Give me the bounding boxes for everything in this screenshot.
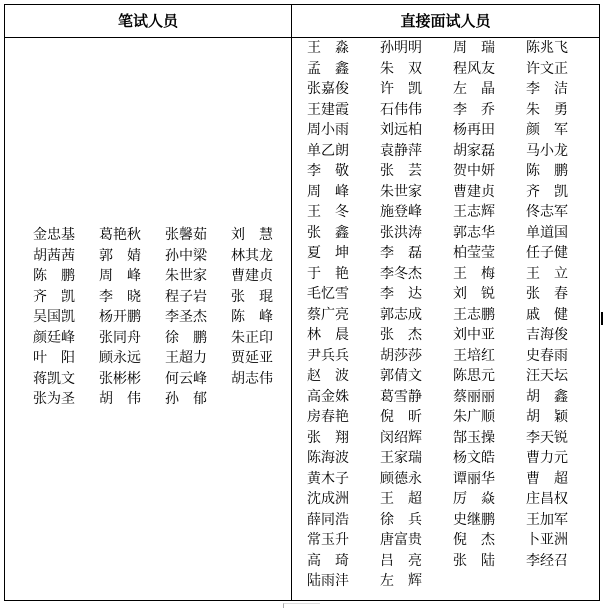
person-name: 陈兆飞 <box>526 40 568 56</box>
person-name: 陆雨沣 <box>307 573 349 589</box>
name-row <box>307 38 599 59</box>
person-name: 叶 阳 <box>33 350 75 366</box>
person-name: 王建霞 <box>307 101 349 118</box>
person-name: 张馨茹 <box>165 227 207 243</box>
person-name: 王 超 <box>380 491 422 507</box>
person-name: 王加军 <box>526 511 568 528</box>
person-name: 王超力 <box>165 350 207 366</box>
name-row <box>33 348 297 369</box>
person-name: 张 芸 <box>380 163 422 179</box>
direct-interview-names <box>307 38 599 592</box>
person-name: 蔡广亮 <box>307 306 349 323</box>
person-name: 刘中亚 <box>453 327 495 343</box>
person-name: 周 峰 <box>99 268 141 284</box>
name-row <box>307 243 599 264</box>
name-row <box>307 100 599 121</box>
person-name: 张 琨 <box>231 288 273 305</box>
person-name: 毛忆雪 <box>307 286 349 302</box>
person-name: 朱广顺 <box>453 409 495 425</box>
person-name: 史春雨 <box>526 347 568 364</box>
name-row <box>307 202 599 223</box>
name-row <box>307 120 599 141</box>
person-name: 郭倩文 <box>380 368 422 384</box>
person-name: 单乙朗 <box>307 142 349 159</box>
person-name: 孙 郁 <box>165 391 207 407</box>
table-header-row <box>5 5 599 38</box>
person-name: 曹建贞 <box>231 268 273 284</box>
name-row <box>33 287 297 308</box>
person-name: 胡 颖 <box>526 409 568 425</box>
person-name: 李 洁 <box>526 81 568 97</box>
person-name: 薛同浩 <box>307 511 349 528</box>
person-name: 庄昌权 <box>526 491 568 507</box>
person-name: 王志辉 <box>453 204 495 220</box>
person-name: 齐 凯 <box>526 183 568 200</box>
person-name: 胡莎莎 <box>380 347 422 364</box>
person-name: 倪 杰 <box>453 532 495 548</box>
name-row <box>33 328 297 349</box>
person-name: 石伟伟 <box>380 101 422 118</box>
person-name: 顾永远 <box>99 350 141 366</box>
person-name: 佟志军 <box>526 204 568 220</box>
name-row <box>307 551 599 572</box>
person-name: 唐富贵 <box>380 532 422 548</box>
person-name: 许 凯 <box>380 81 422 97</box>
person-name: 尹兵兵 <box>307 347 349 364</box>
person-name: 戚 健 <box>526 306 568 323</box>
person-name: 房春艳 <box>307 409 349 425</box>
person-name: 胡志伟 <box>231 370 273 387</box>
name-row <box>307 407 599 428</box>
person-name: 黄木子 <box>307 470 349 487</box>
person-name: 刘远柏 <box>380 122 422 138</box>
name-row <box>307 346 599 367</box>
person-name: 张 春 <box>526 286 568 302</box>
person-name: 李冬杰 <box>380 265 422 282</box>
person-name: 贺中妍 <box>453 163 495 179</box>
name-row <box>33 225 297 246</box>
name-row <box>307 489 599 510</box>
person-name: 李 磊 <box>380 245 422 261</box>
person-name: 曹 超 <box>526 470 568 487</box>
person-name: 赵 波 <box>307 368 349 384</box>
person-name: 陈海波 <box>307 450 349 466</box>
person-name: 高金姝 <box>307 388 349 405</box>
name-row <box>307 448 599 469</box>
person-name: 李 晓 <box>99 288 141 305</box>
person-name: 许文正 <box>526 60 568 77</box>
person-name: 施登峰 <box>380 204 422 220</box>
person-name: 周小雨 <box>307 122 349 138</box>
person-name: 高 琦 <box>307 552 349 569</box>
name-row <box>307 79 599 100</box>
person-name <box>526 571 599 592</box>
personnel-table <box>4 4 600 601</box>
person-name: 马小龙 <box>526 142 568 159</box>
person-name: 左 辉 <box>380 573 422 589</box>
name-row <box>307 161 599 182</box>
name-row <box>307 305 599 326</box>
person-name: 朱世家 <box>165 268 207 284</box>
person-name: 张嘉俊 <box>307 81 349 97</box>
name-row <box>307 510 599 531</box>
person-name: 胡 鑫 <box>526 388 568 405</box>
text-cursor-marker <box>601 312 603 325</box>
person-name: 张彬彬 <box>99 370 141 387</box>
person-name: 常玉升 <box>307 532 349 548</box>
person-name: 郭 婧 <box>99 247 141 264</box>
person-name: 吉海俊 <box>526 327 568 343</box>
person-name: 王培红 <box>453 347 495 364</box>
person-name: 汪天坛 <box>526 368 568 384</box>
page-edge-mark <box>283 603 320 608</box>
person-name: 张为圣 <box>33 391 75 407</box>
person-name: 李 达 <box>380 286 422 302</box>
person-name: 吕 亮 <box>380 552 422 569</box>
name-row <box>307 264 599 285</box>
person-name: 郭志华 <box>453 224 495 241</box>
person-name: 李天锐 <box>526 429 568 446</box>
person-name: 齐 凯 <box>33 288 75 305</box>
name-row <box>307 182 599 203</box>
person-name: 胡茜茜 <box>33 247 75 264</box>
person-name: 李 乔 <box>453 101 495 118</box>
direct-interview-header: 直接面试人员 <box>400 12 491 30</box>
person-name: 葛艳秋 <box>99 227 141 243</box>
name-row <box>33 307 297 328</box>
person-name: 陈 鹏 <box>33 268 75 284</box>
person-name <box>231 389 297 410</box>
person-name: 闵绍辉 <box>380 429 422 446</box>
name-row <box>307 325 599 346</box>
name-row <box>307 571 599 592</box>
name-row <box>33 389 297 410</box>
person-name: 张同舟 <box>99 329 141 346</box>
person-name: 蒋凯文 <box>33 370 75 387</box>
person-name: 史继鹏 <box>453 511 495 528</box>
person-name: 张 翔 <box>307 429 349 446</box>
person-name: 郜玉操 <box>453 429 495 446</box>
person-name: 朱正印 <box>231 329 273 346</box>
name-row <box>307 469 599 490</box>
person-name: 李 敬 <box>307 163 349 179</box>
name-row <box>307 59 599 80</box>
person-name: 于 艳 <box>307 265 349 282</box>
person-name: 刘 慧 <box>231 227 273 243</box>
person-name: 朱世家 <box>380 183 422 200</box>
person-name: 张 杰 <box>380 327 422 343</box>
person-name: 胡 伟 <box>99 391 141 407</box>
name-row <box>307 141 599 162</box>
person-name: 厉 焱 <box>453 491 495 507</box>
name-row <box>307 530 599 551</box>
person-name <box>453 571 526 592</box>
written-test-names <box>33 225 297 410</box>
person-name: 程子岩 <box>165 288 207 305</box>
person-name: 王 梅 <box>453 265 495 282</box>
person-name: 徐 鹏 <box>165 329 207 346</box>
person-name: 孙明明 <box>380 40 422 56</box>
name-row <box>307 366 599 387</box>
person-name: 陈思元 <box>453 368 495 384</box>
person-name: 谭丽华 <box>453 470 495 487</box>
person-name: 蔡丽丽 <box>453 388 495 405</box>
person-name: 程风友 <box>453 60 495 77</box>
person-name: 周 峰 <box>307 183 349 200</box>
person-name: 任子健 <box>526 245 568 261</box>
person-name: 沈成洲 <box>307 491 349 507</box>
person-name: 单道国 <box>526 224 568 241</box>
person-name: 陈 峰 <box>231 309 273 325</box>
name-row <box>307 387 599 408</box>
person-name: 郭志成 <box>380 306 422 323</box>
person-name: 王 淼 <box>307 40 349 56</box>
person-name: 杨开鹏 <box>99 309 141 325</box>
person-name: 曹力元 <box>526 450 568 466</box>
person-name: 刘 锐 <box>453 286 495 302</box>
person-name: 葛雪静 <box>380 388 422 405</box>
name-row <box>33 369 297 390</box>
person-name: 何云峰 <box>165 370 207 387</box>
person-name: 卜亚洲 <box>526 532 568 548</box>
person-name: 夏 坤 <box>307 245 349 261</box>
person-name: 徐 兵 <box>380 511 422 528</box>
person-name: 张 陆 <box>453 552 495 569</box>
person-name: 杨文皓 <box>453 450 495 466</box>
person-name: 左 晶 <box>453 81 495 97</box>
person-name: 贾延亚 <box>231 350 273 366</box>
person-name: 曹建贞 <box>453 183 495 200</box>
person-name: 朱 双 <box>380 60 422 77</box>
name-row <box>33 246 297 267</box>
person-name: 胡家磊 <box>453 142 495 159</box>
person-name: 陈 鹏 <box>526 163 568 179</box>
person-name: 张 鑫 <box>307 224 349 241</box>
person-name: 林其龙 <box>231 247 273 264</box>
written-test-header: 笔试人员 <box>117 12 178 30</box>
person-name: 孟 鑫 <box>307 60 349 77</box>
person-name: 张洪涛 <box>380 224 422 241</box>
person-name: 李经召 <box>526 552 568 569</box>
name-row <box>307 223 599 244</box>
name-row <box>33 266 297 287</box>
person-name: 李圣杰 <box>165 309 207 325</box>
person-name: 倪 昕 <box>380 409 422 425</box>
person-name: 颜廷峰 <box>33 329 75 346</box>
person-name: 朱 勇 <box>526 101 568 118</box>
person-name: 王 立 <box>526 265 568 282</box>
person-name: 金忠基 <box>33 227 75 243</box>
person-name: 周 瑞 <box>453 40 495 56</box>
person-name: 林 晨 <box>307 327 349 343</box>
person-name: 吴国凯 <box>33 309 75 325</box>
person-name: 孙中梁 <box>165 247 207 264</box>
person-name: 颜 军 <box>526 122 568 138</box>
name-row <box>307 284 599 305</box>
person-name: 杨再田 <box>453 122 495 138</box>
person-name: 王志鹏 <box>453 306 495 323</box>
person-name: 柏莹莹 <box>453 245 495 261</box>
person-name: 王 冬 <box>307 204 349 220</box>
person-name: 顾德永 <box>380 470 422 487</box>
person-name: 袁静萍 <box>380 142 422 159</box>
person-name: 王家瑞 <box>380 450 422 466</box>
name-row <box>307 428 599 449</box>
